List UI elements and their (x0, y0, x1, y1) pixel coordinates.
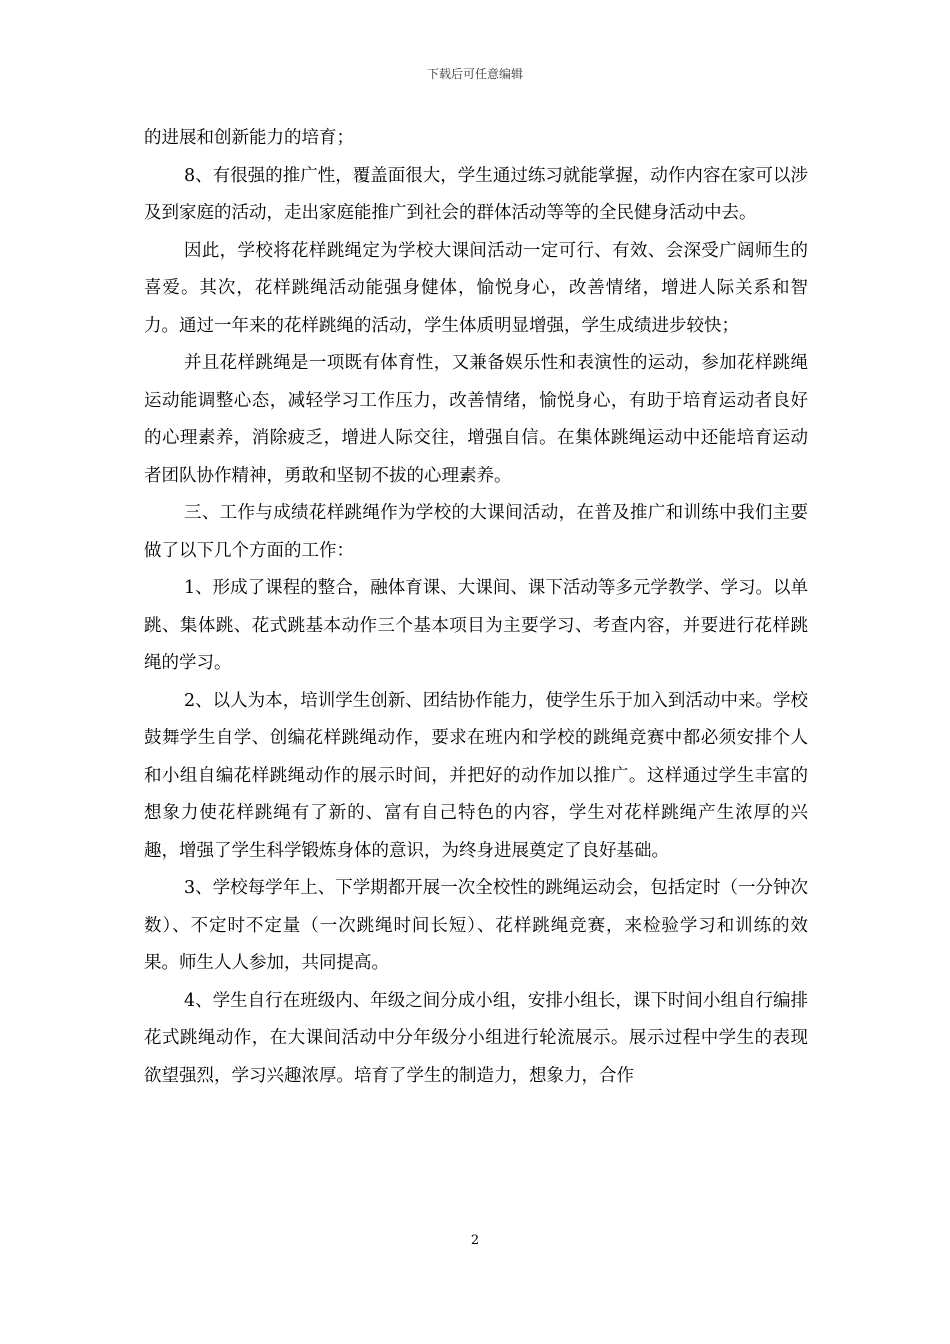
document-body (144, 120, 808, 1095)
paragraph-continuation: 的进展和创新能力的培育； (144, 128, 354, 148)
paragraph-benefits: 并且花样跳绳是一项既有体育性，又兼备娱乐性和表演性的运动，参加花样跳绳运动能调整心态，减轻学习工作压力，改善情绪，愉悦身心，有助于培育运动者良好的心理素养，消除疲乏，增进人际交往，增强自信。在集体跳绳运动中还能培育运动者团队协作精神，勇敢和坚韧不拔的心理素养。 (144, 353, 808, 486)
paragraph-item-8: 8、有很强的推广性，覆盖面很大，学生通过练习就能掌握，动作内容在家可以涉及到家庭的活动，走出家庭能推广到社会的群体活动等等的全民健身活动中去。 (144, 165, 808, 223)
section-heading-work-results: 三、工作与成绩花样跳绳作为学校的大课间活动，在普及推广和训练中我们主要做了以下几个方面的工作： (144, 503, 808, 561)
paragraph-item-2: 2、以人为本，培训学生创新、团结协作能力，使学生乐于加入到活动中来。学校鼓舞学生自学、创编花样跳绳动作，要求在班内和学校的跳绳竞赛中都必须安排个人和小组自编花样跳绳动作的展示时间，并把好的动作加以推广。这样通过学生丰富的想象力使花样跳绳有了新的、富有自己特色的内容，学生对花样跳绳产生浓厚的兴趣，增强了学生科学锻炼身体的意识，为终身进展奠定了良好基础。 (144, 690, 808, 861)
paragraph-item-1: 1、形成了课程的整合，融体育课、大课间、课下活动等多元学教学、学习。以单跳、集体跳、花式跳基本动作三个基本项目为主要学习、考查内容，并要进行花样跳绳的学习。 (144, 578, 808, 673)
paragraph-therefore: 因此，学校将花样跳绳定为学校大课间活动一定可行、有效、会深受广阔师生的喜爱。其次，花样跳绳活动能强身健体，愉悦身心，改善情绪，增进人际关系和智力。通过一年来的花样跳绳的活动，学生体质明显增强，学生成绩进步较快； (144, 240, 808, 336)
paragraph-item-4: 4、学生自行在班级内、年级之间分成小组，安排小组长，课下时间小组自行编排花式跳绳动作，在大课间活动中分年级分小组进行轮流展示。展示过程中学生的表现欲望强烈，学习兴趣浓厚。培育了学生的制造力，想象力，合作 (144, 990, 808, 1086)
page-number: 2 (470, 1233, 480, 1248)
page-header: 下载后可任意编辑 (426, 67, 523, 81)
paragraph-item-3: 3、学校每学年上、下学期都开展一次全校性的跳绳运动会，包括定时（一分钟次数）、不定时不定量（一次跳绳时间长短）、花样跳绳竞赛，来检验学习和训练的效果。师生人人参加，共同提高。 (144, 878, 808, 973)
